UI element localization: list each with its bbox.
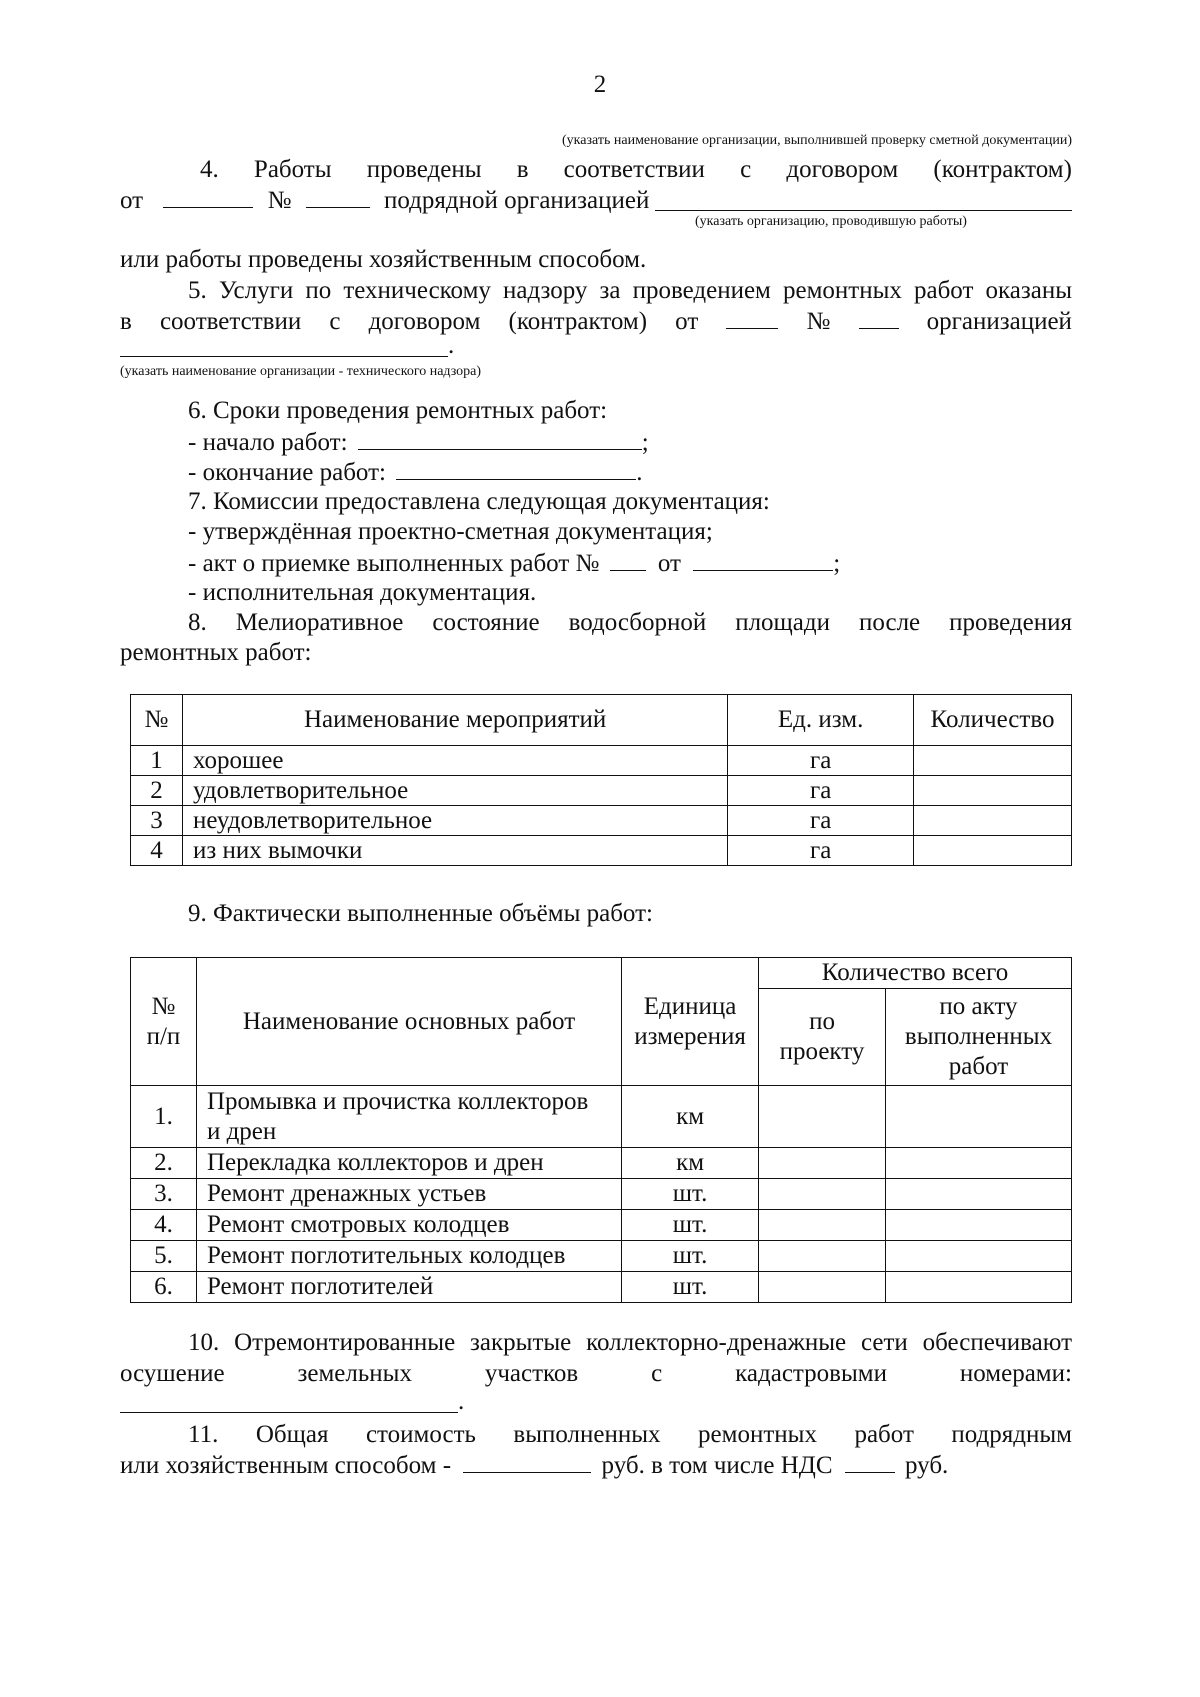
cell-unit: км xyxy=(622,1148,759,1179)
th-name: Наименование мероприятий xyxy=(182,695,727,746)
item6-start-line xyxy=(188,427,649,458)
cell-unit: га xyxy=(728,806,914,836)
act-date-blank[interactable] xyxy=(693,548,833,571)
cell-project[interactable] xyxy=(759,1086,886,1148)
cell-unit: шт. xyxy=(622,1241,759,1272)
th-act: по акту выполненных работ xyxy=(886,989,1072,1086)
cell-project[interactable] xyxy=(759,1272,886,1303)
th-name: Наименование основных работ xyxy=(196,958,621,1086)
th-project: по проекту xyxy=(759,989,886,1086)
cell-unit: га xyxy=(728,836,914,866)
item8-word: площади xyxy=(735,609,831,636)
caption-check-org: (указать наименование организации, выполнившей проверку сметной документации) xyxy=(562,133,1072,148)
finish-label: - окончание работ: xyxy=(188,459,386,486)
cell-name: Ремонт поглотителей xyxy=(196,1272,621,1303)
item10-word: осушение xyxy=(120,1360,225,1387)
item10-line2 xyxy=(120,1359,1072,1389)
cell-act[interactable] xyxy=(886,1272,1072,1303)
table-row xyxy=(131,746,1072,776)
melioration-table xyxy=(130,694,1072,866)
item8-word: после xyxy=(858,609,921,636)
item9-title: 9. Фактически выполненные объёмы работ: xyxy=(188,900,653,927)
item11-word: Общая xyxy=(255,1421,329,1448)
cost-blank[interactable] xyxy=(463,1450,591,1473)
item7-doc1: - утверждённая проектно-сметная документация; xyxy=(188,518,713,545)
item5-word: соответствии xyxy=(159,308,302,335)
item5-word: (контрактом) xyxy=(508,308,648,335)
item5-end: . xyxy=(448,332,455,359)
item11-word: стоимость xyxy=(365,1421,476,1448)
item4-from: от xyxy=(120,187,144,214)
cell-act[interactable] xyxy=(886,1241,1072,1272)
caption-supervision: (указать наименование организации - технического надзора) xyxy=(120,364,482,379)
th-qty: Количество xyxy=(914,695,1072,746)
cell-name: удовлетворительное xyxy=(182,776,727,806)
item4-word: в xyxy=(516,156,529,183)
item7-doc3: - исполнительная документация. xyxy=(188,579,537,606)
cell-project[interactable] xyxy=(759,1179,886,1210)
item7-doc2 xyxy=(188,548,840,579)
cell-name: Промывка и прочистка коллекторов и дрен xyxy=(196,1086,621,1148)
vat-blank[interactable] xyxy=(845,1450,895,1473)
number-blank[interactable] xyxy=(306,185,370,208)
item4-word: соответствии xyxy=(563,156,705,183)
item5-word: от xyxy=(675,308,699,335)
item8-word: водосборной xyxy=(568,609,707,636)
cell-num: 2 xyxy=(131,776,183,806)
table-row xyxy=(131,1148,1072,1179)
cell-act[interactable] xyxy=(886,1179,1072,1210)
item5-word: организацией xyxy=(926,308,1072,335)
date-blank[interactable] xyxy=(163,185,253,208)
cell-project[interactable] xyxy=(759,1148,886,1179)
item10-line1: 10. Отремонтированные закрытые коллекторно-дренажные сети обеспечивают xyxy=(188,1329,1072,1356)
item6-finish-line xyxy=(188,457,642,488)
item4-word: проведены xyxy=(366,156,482,183)
cell-unit: шт. xyxy=(622,1272,759,1303)
cell-name: Перекладка коллекторов и дрен xyxy=(196,1148,621,1179)
table-row xyxy=(131,1086,1072,1148)
punct: ; xyxy=(641,429,649,456)
item5-word: № xyxy=(806,308,831,335)
cost-vat-label: руб. в том числе НДС xyxy=(601,1452,833,1479)
item8-line2: ремонтных работ: xyxy=(120,639,312,666)
cell-project[interactable] xyxy=(759,1241,886,1272)
act-number-blank[interactable] xyxy=(610,548,646,571)
item7-title: 7. Комиссии предоставлена следующая документация: xyxy=(188,488,770,515)
table-row xyxy=(131,836,1072,866)
th-total: Количество всего xyxy=(759,958,1072,989)
table-header-row xyxy=(131,958,1072,989)
cell-qty[interactable] xyxy=(914,806,1072,836)
cell-act[interactable] xyxy=(886,1086,1072,1148)
table-row xyxy=(131,1179,1072,1210)
act-from: от xyxy=(657,550,681,577)
cell-num: 3 xyxy=(131,806,183,836)
item11-word: подрядным xyxy=(951,1421,1072,1448)
cell-name: из них вымочки xyxy=(182,836,727,866)
item8-word: состояние xyxy=(432,609,540,636)
cell-act[interactable] xyxy=(886,1210,1072,1241)
page-number: 2 xyxy=(593,71,607,98)
item10-word: номерами: xyxy=(959,1360,1072,1387)
item4-word: договором xyxy=(786,156,899,183)
item11-line2 xyxy=(120,1450,948,1481)
th-unit: Ед. изм. xyxy=(728,695,914,746)
caption-contractor: (указать организацию, проводившую работы) xyxy=(695,214,967,229)
item5-word: договором xyxy=(368,308,481,335)
cell-qty[interactable] xyxy=(914,776,1072,806)
th-num: № п/п xyxy=(131,958,197,1086)
item8-word: 8. xyxy=(188,609,207,636)
cell-num: 2. xyxy=(131,1148,197,1179)
item6-title: 6. Сроки проведения ремонтных работ: xyxy=(188,397,608,424)
item4-line1 xyxy=(200,155,1072,185)
cell-unit: га xyxy=(728,776,914,806)
item5-line2 xyxy=(120,306,1072,337)
cell-num: 6. xyxy=(131,1272,197,1303)
cell-project[interactable] xyxy=(759,1210,886,1241)
item11-word: ремонтных xyxy=(698,1421,817,1448)
cell-num: 4 xyxy=(131,836,183,866)
item4-line2 xyxy=(120,185,649,216)
item11-word: выполненных xyxy=(513,1421,661,1448)
item5-word: в xyxy=(120,308,132,335)
item4-num-sign: № xyxy=(267,187,292,214)
cell-num: 1 xyxy=(131,746,183,776)
cost-label: или хозяйственным способом - xyxy=(120,1452,452,1479)
table-row xyxy=(131,776,1072,806)
cell-unit: км xyxy=(622,1086,759,1148)
item10-word: кадастровыми xyxy=(735,1360,887,1387)
cadastral-numbers-blank[interactable] xyxy=(120,1412,458,1413)
item8-word: проведения xyxy=(949,609,1072,636)
cell-qty[interactable] xyxy=(914,836,1072,866)
item11-word: работ xyxy=(854,1421,914,1448)
cell-unit: шт. xyxy=(622,1179,759,1210)
cell-num: 3. xyxy=(131,1179,197,1210)
item10-word: участков xyxy=(484,1360,579,1387)
number-blank[interactable] xyxy=(859,306,899,329)
date-blank[interactable] xyxy=(726,306,778,329)
punct: ; xyxy=(833,550,841,577)
item4-contractor: подрядной организацией xyxy=(383,187,650,214)
act-label: - акт о приемке выполненных работ № xyxy=(188,550,600,577)
item10-word: с xyxy=(651,1360,663,1387)
punct: . xyxy=(636,459,643,486)
item4-word: с xyxy=(740,156,752,183)
table-row xyxy=(131,1241,1072,1272)
item4-word: Работы xyxy=(253,156,332,183)
finish-date-blank[interactable] xyxy=(396,457,636,480)
cell-name: хорошее xyxy=(182,746,727,776)
cell-name: Ремонт смотровых колодцев xyxy=(196,1210,621,1241)
item11-line1 xyxy=(188,1420,1072,1450)
cell-num: 4. xyxy=(131,1210,197,1241)
th-num: № xyxy=(131,695,183,746)
table-row xyxy=(131,806,1072,836)
item4-word: 4. xyxy=(200,156,219,183)
cell-num: 5. xyxy=(131,1241,197,1272)
item11-word: 11. xyxy=(188,1421,219,1448)
cell-name: Ремонт поглотительных колодцев xyxy=(196,1241,621,1272)
item10-word: земельных xyxy=(297,1360,412,1387)
item8-word: Мелиоративное xyxy=(235,609,404,636)
start-date-blank[interactable] xyxy=(358,427,642,450)
cell-name: неудовлетворительное xyxy=(182,806,727,836)
cell-num: 1. xyxy=(131,1086,197,1148)
works-volume-table xyxy=(130,957,1072,1303)
item5-word: с xyxy=(329,308,341,335)
item5-line1: 5. Услуги по техническому надзору за проведением ремонтных работ оказаны xyxy=(188,277,1072,304)
contractor-blank[interactable] xyxy=(655,210,1072,211)
th-unit: Единица измерения xyxy=(622,958,759,1086)
item10-end: . xyxy=(458,1388,465,1415)
table-row xyxy=(131,1272,1072,1303)
cost-currency: руб. xyxy=(905,1452,949,1479)
item4-word: (контрактом) xyxy=(933,156,1072,183)
supervision-org-blank[interactable] xyxy=(120,356,448,357)
cell-name: Ремонт дренажных устьев xyxy=(196,1179,621,1210)
table-header-row xyxy=(131,695,1072,746)
item8-line1 xyxy=(188,608,1072,638)
item4-alt: или работы проведены хозяйственным способом. xyxy=(120,246,647,273)
cell-unit: шт. xyxy=(622,1210,759,1241)
cell-unit: га xyxy=(728,746,914,776)
start-label: - начало работ: xyxy=(188,429,348,456)
cell-qty[interactable] xyxy=(914,746,1072,776)
table-row xyxy=(131,1210,1072,1241)
cell-act[interactable] xyxy=(886,1148,1072,1179)
